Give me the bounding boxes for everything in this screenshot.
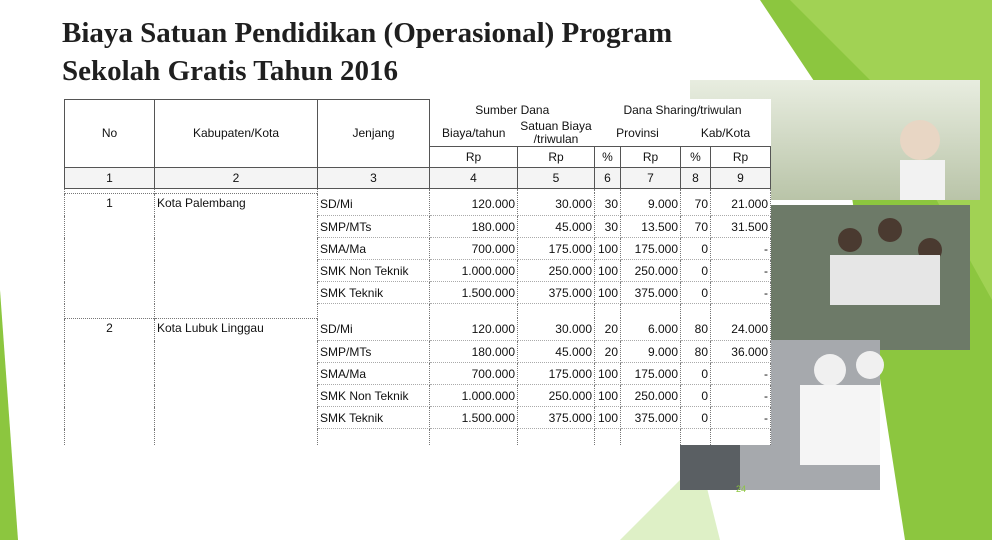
cell-kabkota-rp: - — [711, 385, 771, 407]
cell-group-no — [65, 385, 155, 407]
cell-biaya-tahun: 120.000 — [430, 193, 518, 216]
cell-kabkota-rp: 36.000 — [711, 341, 771, 363]
table-row — [65, 318, 771, 341]
cell-group-no — [65, 407, 155, 429]
cell-biaya-tahun: 1.500.000 — [430, 407, 518, 429]
cell-kabkota-rp: - — [711, 238, 771, 260]
cell-biaya-tahun: 180.000 — [430, 216, 518, 238]
cell-provinsi-rp: 6.000 — [621, 318, 681, 341]
cell-jenjang: SMK Non Teknik — [318, 260, 430, 282]
cell-group-no — [65, 260, 155, 282]
table-row — [65, 341, 771, 363]
page-title — [62, 14, 672, 90]
cell-provinsi-pct: 100 — [595, 238, 621, 260]
cell-provinsi-pct: 20 — [595, 318, 621, 341]
cell-satuan-biaya: 30.000 — [518, 193, 595, 216]
col-number: 5 — [518, 167, 595, 188]
table-row — [65, 363, 771, 385]
cell-jenjang: SMK Teknik — [318, 407, 430, 429]
cell-kabkota-rp: - — [711, 363, 771, 385]
cell-provinsi-pct: 20 — [595, 341, 621, 363]
cell-kabkota-pct: 70 — [681, 193, 711, 216]
col-number: 9 — [711, 167, 771, 188]
cell-satuan-biaya: 45.000 — [518, 341, 595, 363]
cell-kota-name: Kota Lubuk Linggau — [155, 318, 318, 341]
cell-provinsi-rp: 175.000 — [621, 238, 681, 260]
cell-provinsi-pct: 100 — [595, 363, 621, 385]
cell-kabkota-rp: - — [711, 260, 771, 282]
page-number: 24 — [736, 484, 747, 494]
table-row — [65, 407, 771, 429]
cell-kabkota-rp: - — [711, 282, 771, 304]
table-row — [65, 238, 771, 260]
cell-kota-name — [155, 407, 318, 429]
table-row — [65, 260, 771, 282]
table-body — [65, 188, 771, 445]
cell-provinsi-rp: 175.000 — [621, 363, 681, 385]
spacer-row — [65, 304, 771, 319]
header-sumber-dana: Sumber Dana — [475, 102, 550, 117]
header-dana-sharing: Dana Sharing/triwulan — [623, 102, 742, 117]
cell-jenjang: SMA/Ma — [318, 363, 430, 385]
col-number: 8 — [681, 167, 711, 188]
cell-group-no: 1 — [65, 193, 155, 216]
cell-biaya-tahun: 1.500.000 — [430, 282, 518, 304]
cell-kabkota-pct: 0 — [681, 385, 711, 407]
cell-jenjang: SD/Mi — [318, 193, 430, 216]
cell-kota-name — [155, 238, 318, 260]
cell-kabkota-pct: 0 — [681, 363, 711, 385]
table-row — [65, 216, 771, 238]
cell-kabkota-rp: - — [711, 407, 771, 429]
cell-kota-name — [155, 385, 318, 407]
cell-jenjang: SMA/Ma — [318, 238, 430, 260]
cell-kota-name — [155, 216, 318, 238]
cell-biaya-tahun: 700.000 — [430, 238, 518, 260]
cell-kabkota-pct: 0 — [681, 282, 711, 304]
title-line-1: Biaya Satuan Pendidikan (Operasional) Program — [62, 17, 673, 49]
cell-kabkota-pct: 0 — [681, 238, 711, 260]
cell-biaya-tahun: 180.000 — [430, 341, 518, 363]
cell-kota-name — [155, 282, 318, 304]
table-row — [65, 385, 771, 407]
header-provinsi: Provinsi — [616, 125, 659, 140]
cell-satuan-biaya: 175.000 — [518, 238, 595, 260]
cell-kabkota-pct: 70 — [681, 216, 711, 238]
header-rp: Rp — [518, 146, 595, 167]
cell-jenjang: SMP/MTs — [318, 216, 430, 238]
header-kabupaten: Kabupaten/Kota — [155, 100, 318, 168]
cell-satuan-biaya: 30.000 — [518, 318, 595, 341]
cell-provinsi-rp: 9.000 — [621, 341, 681, 363]
biaya-satuan-table — [64, 99, 771, 445]
cell-kabkota-rp: 24.000 — [711, 318, 771, 341]
cell-jenjang: SD/Mi — [318, 318, 430, 341]
table-row — [65, 193, 771, 216]
col-number: 2 — [155, 167, 318, 188]
cell-group-no — [65, 282, 155, 304]
cell-provinsi-rp: 250.000 — [621, 385, 681, 407]
cell-provinsi-rp: 375.000 — [621, 407, 681, 429]
cell-provinsi-pct: 100 — [595, 260, 621, 282]
cell-provinsi-pct: 30 — [595, 216, 621, 238]
header-kabkota: Kab/Kota — [700, 125, 751, 140]
header-satuan-biaya: Satuan Biaya /triwulan — [520, 118, 592, 146]
header-rp: Rp — [430, 146, 518, 167]
table-header — [65, 100, 771, 189]
cell-satuan-biaya: 175.000 — [518, 363, 595, 385]
header-no: No — [65, 100, 155, 168]
cell-provinsi-rp: 13.500 — [621, 216, 681, 238]
cell-biaya-tahun: 700.000 — [430, 363, 518, 385]
cell-kabkota-pct: 0 — [681, 260, 711, 282]
cell-kabkota-pct: 80 — [681, 341, 711, 363]
cell-kota-name — [155, 260, 318, 282]
cell-group-no — [65, 238, 155, 260]
col-number: 1 — [65, 167, 155, 188]
cell-biaya-tahun: 1.000.000 — [430, 385, 518, 407]
col-number: 6 — [595, 167, 621, 188]
cell-group-no — [65, 363, 155, 385]
cell-kota-name: Kota Palembang — [155, 193, 318, 216]
cell-satuan-biaya: 375.000 — [518, 282, 595, 304]
header-pct: % — [595, 146, 621, 167]
cell-kabkota-rp: 21.000 — [711, 193, 771, 216]
header-rp: Rp — [621, 146, 681, 167]
header-rp: Rp — [711, 146, 771, 167]
cell-satuan-biaya: 375.000 — [518, 407, 595, 429]
cell-provinsi-rp: 250.000 — [621, 260, 681, 282]
table-row — [65, 282, 771, 304]
col-number: 3 — [318, 167, 430, 188]
cell-jenjang: SMK Non Teknik — [318, 385, 430, 407]
cell-group-no: 2 — [65, 318, 155, 341]
cell-kabkota-rp: 31.500 — [711, 216, 771, 238]
cell-provinsi-pct: 30 — [595, 193, 621, 216]
cell-provinsi-rp: 375.000 — [621, 282, 681, 304]
cell-provinsi-pct: 100 — [595, 407, 621, 429]
header-pct: % — [681, 146, 711, 167]
col-number: 7 — [621, 167, 681, 188]
cell-provinsi-pct: 100 — [595, 385, 621, 407]
cell-provinsi-pct: 100 — [595, 282, 621, 304]
cell-kota-name — [155, 341, 318, 363]
header-biaya-tahun: Biaya/tahun — [442, 125, 506, 140]
header-jenjang: Jenjang — [318, 100, 430, 168]
cell-biaya-tahun: 120.000 — [430, 318, 518, 341]
cell-jenjang: SMK Teknik — [318, 282, 430, 304]
cell-kabkota-pct: 0 — [681, 407, 711, 429]
cell-provinsi-rp: 9.000 — [621, 193, 681, 216]
cell-group-no — [65, 216, 155, 238]
cell-kota-name — [155, 363, 318, 385]
cell-group-no — [65, 341, 155, 363]
col-number: 4 — [430, 167, 518, 188]
cell-satuan-biaya: 250.000 — [518, 385, 595, 407]
cell-biaya-tahun: 1.000.000 — [430, 260, 518, 282]
cell-satuan-biaya: 45.000 — [518, 216, 595, 238]
cell-kabkota-pct: 80 — [681, 318, 711, 341]
spacer-row — [65, 429, 771, 446]
cell-jenjang: SMP/MTs — [318, 341, 430, 363]
cell-satuan-biaya: 250.000 — [518, 260, 595, 282]
title-line-2: Sekolah Gratis Tahun 2016 — [62, 55, 399, 87]
